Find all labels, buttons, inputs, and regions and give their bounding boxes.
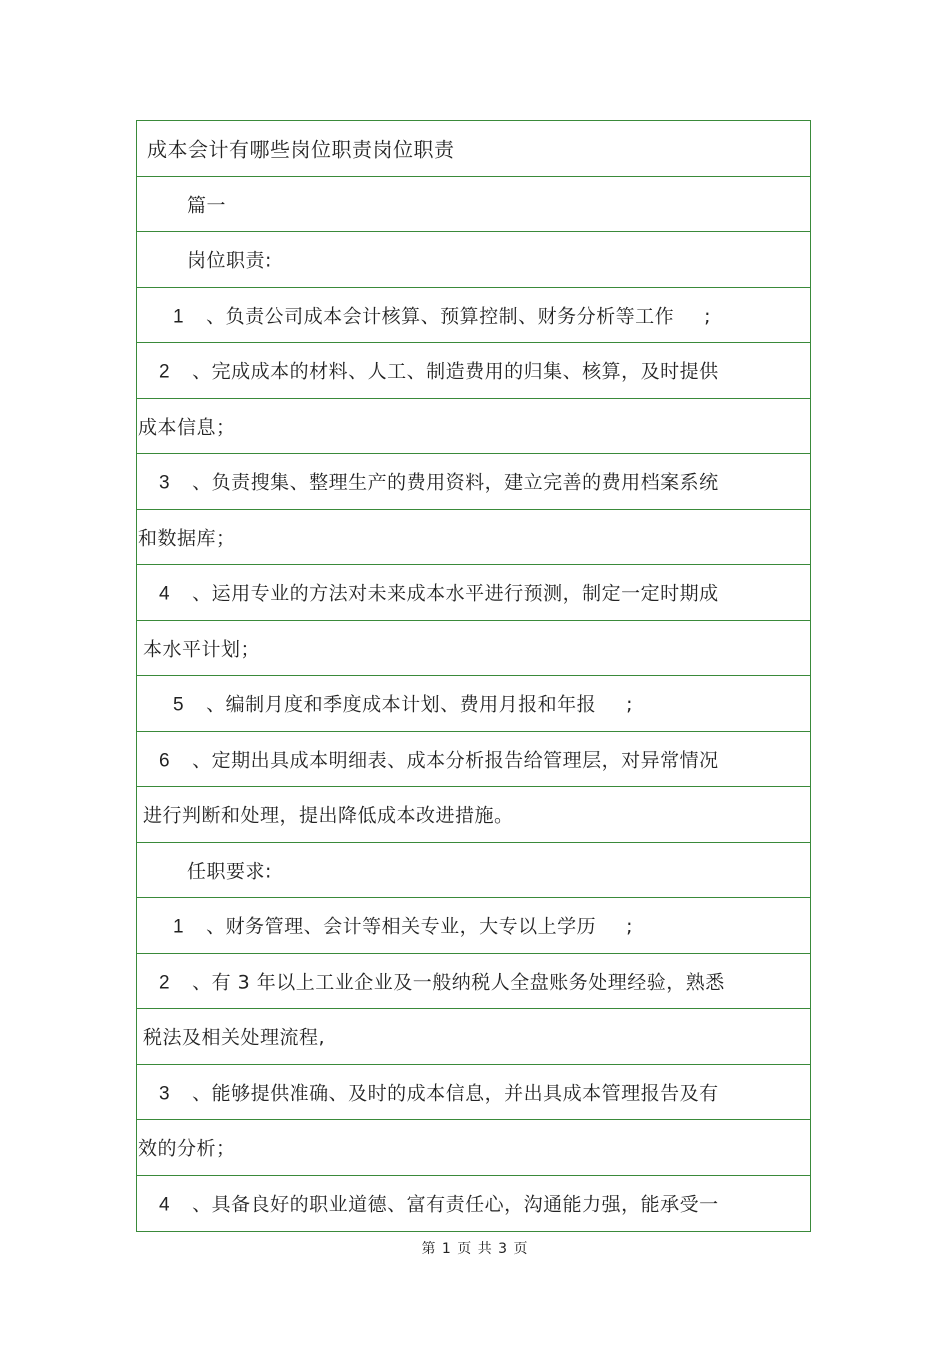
- duty-text-continued: 进行判断和处理，提出降低成本改进措施。: [143, 804, 514, 827]
- duty-text: 、运用专业的方法对未来成本水平进行预测，制定一定时期成: [192, 582, 719, 605]
- duty-text: 、负责公司成本会计核算、预算控制、财务分析等工作: [206, 305, 675, 328]
- requirement-number: 3: [159, 1083, 171, 1105]
- duties-heading-row: [137, 232, 810, 288]
- requirement-text-continued: 效的分析；: [138, 1137, 236, 1160]
- requirement-row-2-continued: [137, 1009, 810, 1065]
- duty-text-continued: 和数据库；: [138, 527, 236, 550]
- requirements-heading: 任职要求:: [187, 860, 272, 883]
- section-row: [137, 177, 810, 233]
- duty-row-3: [137, 454, 810, 510]
- duty-text: 、定期出具成本明细表、成本分析报告给管理层，对异常情况: [192, 749, 719, 772]
- requirement-text: 、具备良好的职业道德、富有责任心，沟通能力强，能承受一: [192, 1193, 719, 1216]
- duty-number: 1: [173, 306, 185, 328]
- duty-text: 、完成成本的材料、人工、制造费用的归集、核算，及时提供: [192, 360, 719, 383]
- requirement-text: 、有 3 年以上工业企业及一般纳税人全盘账务处理经验，熟悉: [192, 971, 725, 994]
- document-title: 成本会计有哪些岗位职责岗位职责: [147, 137, 455, 162]
- duty-row-1: [137, 288, 810, 344]
- requirement-tail: ;: [626, 915, 633, 938]
- duty-row-2-continued: [137, 399, 810, 455]
- duty-row-4-continued: [137, 621, 810, 677]
- duty-text-continued: 成本信息；: [138, 416, 236, 439]
- requirement-text: 、能够提供准确、及时的成本信息，并出具成本管理报告及有: [192, 1082, 719, 1105]
- duty-number: 6: [159, 750, 171, 772]
- duty-text-continued: 本水平计划；: [143, 638, 261, 661]
- page-footer: 第 1 页 共 3 页: [421, 1241, 529, 1257]
- requirement-row-2: [137, 954, 810, 1010]
- duties-heading: 岗位职责:: [187, 249, 272, 272]
- requirement-row-3: [137, 1065, 810, 1121]
- duty-row-6: [137, 732, 810, 788]
- requirement-text: 、财务管理、会计等相关专业，大专以上学历: [206, 915, 597, 938]
- requirement-number: 1: [173, 916, 185, 938]
- requirement-row-1: [137, 898, 810, 954]
- document-title-row: [137, 121, 810, 177]
- duty-number: 5: [173, 694, 185, 716]
- requirement-number: 2: [159, 972, 171, 994]
- duty-row-5: [137, 676, 810, 732]
- requirements-heading-row: [137, 843, 810, 899]
- duty-text: 、编制月度和季度成本计划、费用月报和年报: [206, 693, 597, 716]
- duty-row-4: [137, 565, 810, 621]
- duty-text: 、负责搜集、整理生产的费用资料，建立完善的费用档案系统: [192, 471, 719, 494]
- requirement-text-continued: 税法及相关处理流程,: [143, 1026, 326, 1049]
- requirement-row-4: [137, 1176, 810, 1232]
- duty-row-6-continued: [137, 787, 810, 843]
- duty-row-2: [137, 343, 810, 399]
- duty-row-3-continued: [137, 510, 810, 566]
- duty-number: 3: [159, 472, 171, 494]
- duty-tail: ;: [626, 693, 633, 716]
- duty-number: 4: [159, 583, 171, 605]
- duty-number: 2: [159, 361, 171, 383]
- requirement-row-3-continued: [137, 1120, 810, 1176]
- section-label: 篇一: [187, 194, 227, 217]
- requirement-number: 4: [159, 1194, 171, 1216]
- duty-tail: ;: [704, 305, 711, 328]
- document-table: [136, 120, 811, 1232]
